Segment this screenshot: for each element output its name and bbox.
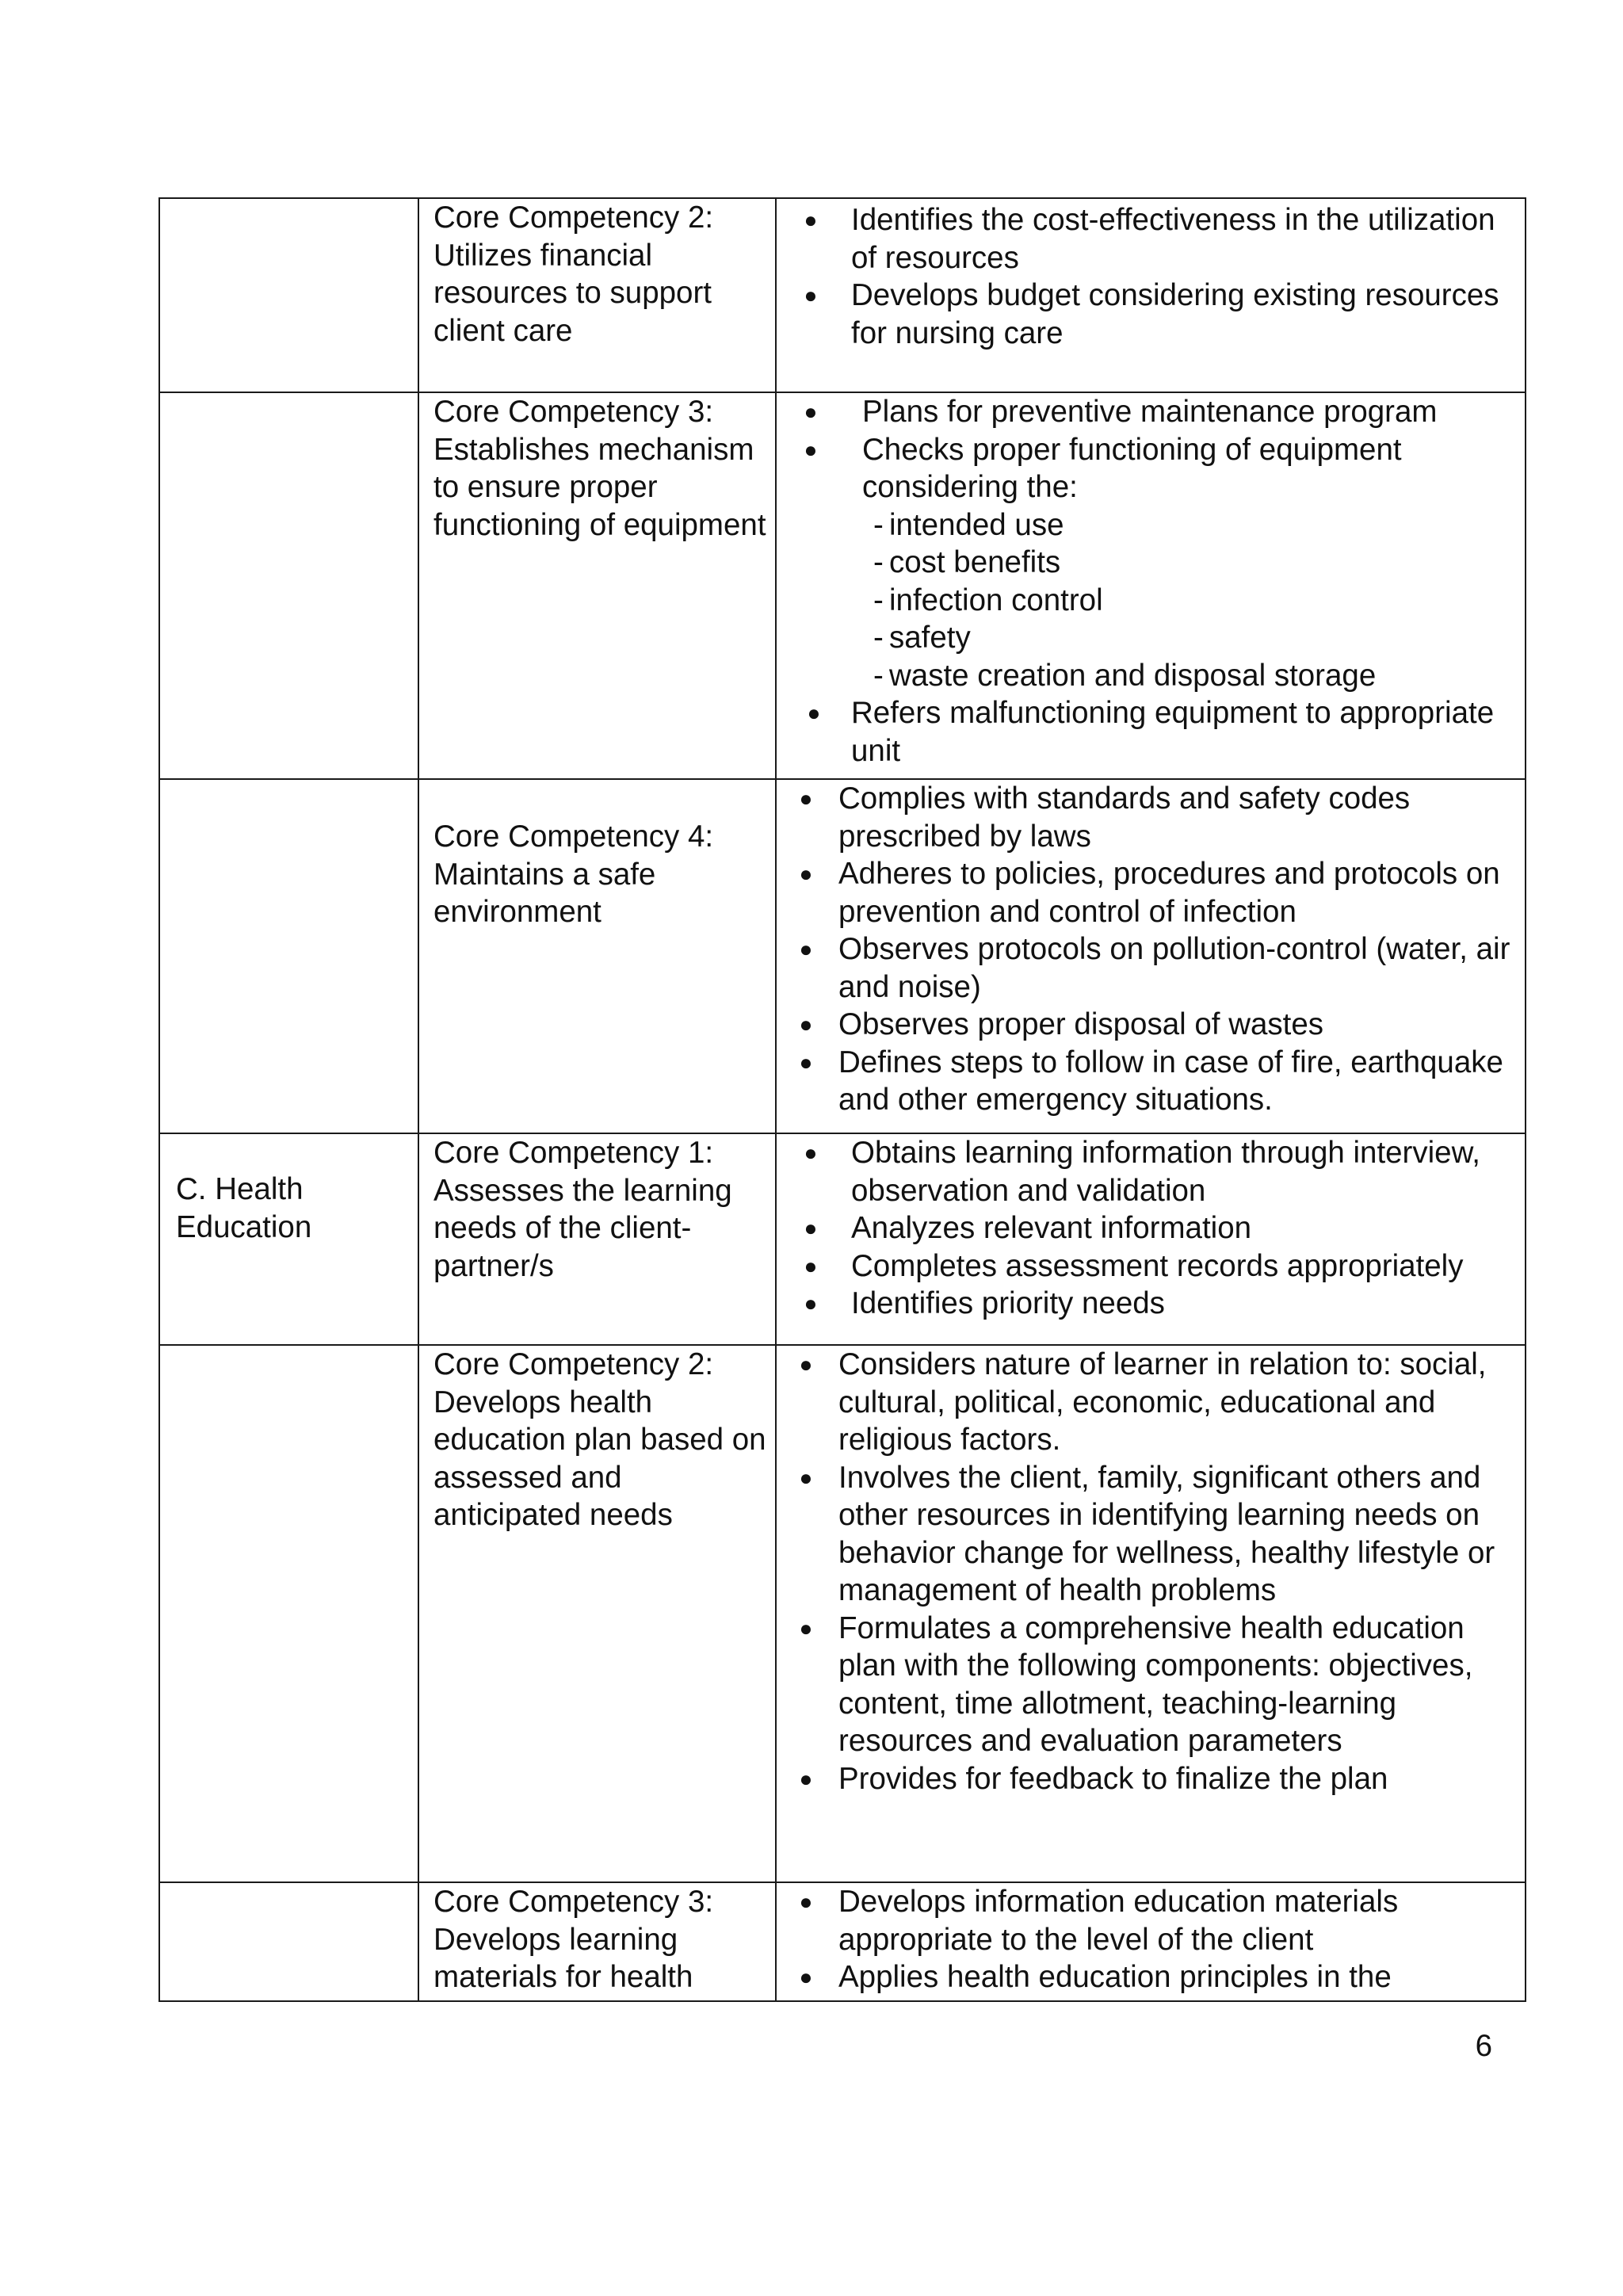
table-row [159,198,1526,392]
table-row [159,1345,1526,1882]
competency-cell [418,1345,776,1882]
competency-cell [418,198,776,392]
competency-label: Core Competency 2: Develops health education plan based on assessed and anticipated needs [433,1347,766,1532]
bullet-icon: ● [799,1049,813,1075]
competency-label: Core Competency 3: Develops learning materials for health [433,1885,714,1994]
indicator-list [777,1134,1525,1323]
area-cell [159,198,418,392]
area-cell [159,1345,418,1882]
bullet-icon: ● [804,437,818,462]
competency-label: Core Competency 1: Assesses the learning needs of the client-partner/s [433,1136,732,1283]
indicator-item: ● Refers malfunctioning equipment to appropriate unit [777,694,1518,770]
area-cell [159,1882,418,2001]
area-label [160,393,418,430]
indicator-item: ● Completes assessment records appropriately [777,1247,1518,1286]
competency-cell [418,1882,776,2001]
indicator-list [777,1883,1525,1996]
indicator-item: ● Applies health education principles in the [777,1958,1518,1996]
area-label [160,1346,418,1382]
sub-item: - waste creation and disposal storage [873,658,1377,693]
indicator-item: ● Considers nature of learner in relation to: social, cultural, political, economic, educational and religious factors. [777,1346,1518,1459]
indicator-item: ● Develops budget considering existing resources for nursing care [777,277,1518,352]
bullet-icon: ● [799,1465,813,1490]
competency-label: Core Competency 3: Establishes mechanism to ensure proper functioning of equipment [433,395,766,542]
indicators-cell [776,1133,1526,1345]
bullet-icon: ● [804,208,818,232]
indicator-sublist [862,506,1518,695]
competency-label: Core Competency 2: Utilizes financial resources to support client care [433,201,714,348]
area-label [160,199,418,235]
bullet-icon: ● [799,1889,813,1914]
indicators-cell [776,779,1526,1133]
indicator-list [777,780,1525,1119]
bullet-icon: ● [804,1253,818,1278]
competency-table [158,197,1526,2002]
competency-cell [418,392,776,779]
indicators-cell [776,198,1526,392]
area-cell [159,1133,418,1345]
bullet-icon: ● [799,937,813,961]
indicators-cell [776,392,1526,779]
indicator-item: ● Plans for preventive maintenance program [777,393,1518,431]
bullet-icon: ● [804,399,818,424]
table-row [159,392,1526,779]
indicators-cell [776,1345,1526,1882]
indicator-item: ● Obtains learning information through interview, observation and validation [777,1134,1518,1209]
indicator-item: ● Observes protocols on pollution-control (water, air and noise) [777,930,1518,1006]
indicator-item: ● Identifies the cost-effectiveness in the utilization of resources [777,201,1518,277]
bullet-icon: ● [807,701,821,725]
area-cell [159,392,418,779]
area-label: C. Health Education [176,1172,312,1244]
indicators-cell [776,1882,1526,2001]
sub-item: - cost benefits [873,545,1061,579]
table-row [159,779,1526,1133]
indicator-list [777,201,1525,352]
indicator-item: ● Complies with standards and safety codes prescribed by laws [777,780,1518,855]
indicator-item: ● Analyzes relevant information [777,1209,1518,1247]
competency-cell [418,1133,776,1345]
bullet-icon: ● [799,861,813,886]
indicator-item: ● Observes proper disposal of wastes [777,1006,1518,1044]
table-row [159,1133,1526,1345]
indicator-item: ● Identifies priority needs [777,1285,1518,1323]
bullet-icon: ● [799,1012,813,1037]
bullet-icon: ● [799,1766,813,1791]
sub-item: - infection control [873,583,1103,617]
indicator-list [777,393,1525,770]
bullet-icon: ● [799,1615,813,1641]
bullet-icon: ● [804,1291,818,1316]
area-label [160,780,418,816]
indicator-list [777,1346,1525,1797]
table-row [159,1882,1526,2001]
sub-item: - safety [873,621,971,655]
indicator-item: ● Develops information education materials appropriate to the level of the client [777,1883,1518,1958]
page-number: 6 [1475,2029,1492,2063]
indicator-item: ● Checks proper functioning of equipment considering the: - intended use - cost benefits - infection control - safety - waste creation and disposal storage [777,431,1518,695]
indicator-item: ● Adheres to policies, procedures and protocols on prevention and control of infection [777,855,1518,930]
bullet-icon: ● [804,1140,818,1165]
bullet-icon: ● [804,1216,818,1240]
indicator-item: ● Provides for feedback to finalize the plan [777,1760,1518,1798]
bullet-icon: ● [804,283,818,308]
indicator-item: ● Formulates a comprehensive health education plan with the following components: objectives, content, time allotment, teaching-learning resources and evaluation parameters [777,1610,1518,1760]
indicator-item: ● Involves the client, family, significant others and other resources in identifying learning needs on behavior change for wellness, healthy lifestyle or management of health problems [777,1459,1518,1610]
competency-cell [418,779,776,1133]
indicator-item: ● Defines steps to follow in case of fire, earthquake and other emergency situations. [777,1044,1518,1119]
area-label [160,1883,418,1920]
sub-item: - intended use [873,507,1064,542]
area-cell [159,779,418,1133]
bullet-icon: ● [799,786,813,811]
bullet-icon: ● [799,1965,813,1989]
competency-label: Core Competency 4: Maintains a safe environment [433,819,714,929]
bullet-icon: ● [799,1352,813,1377]
